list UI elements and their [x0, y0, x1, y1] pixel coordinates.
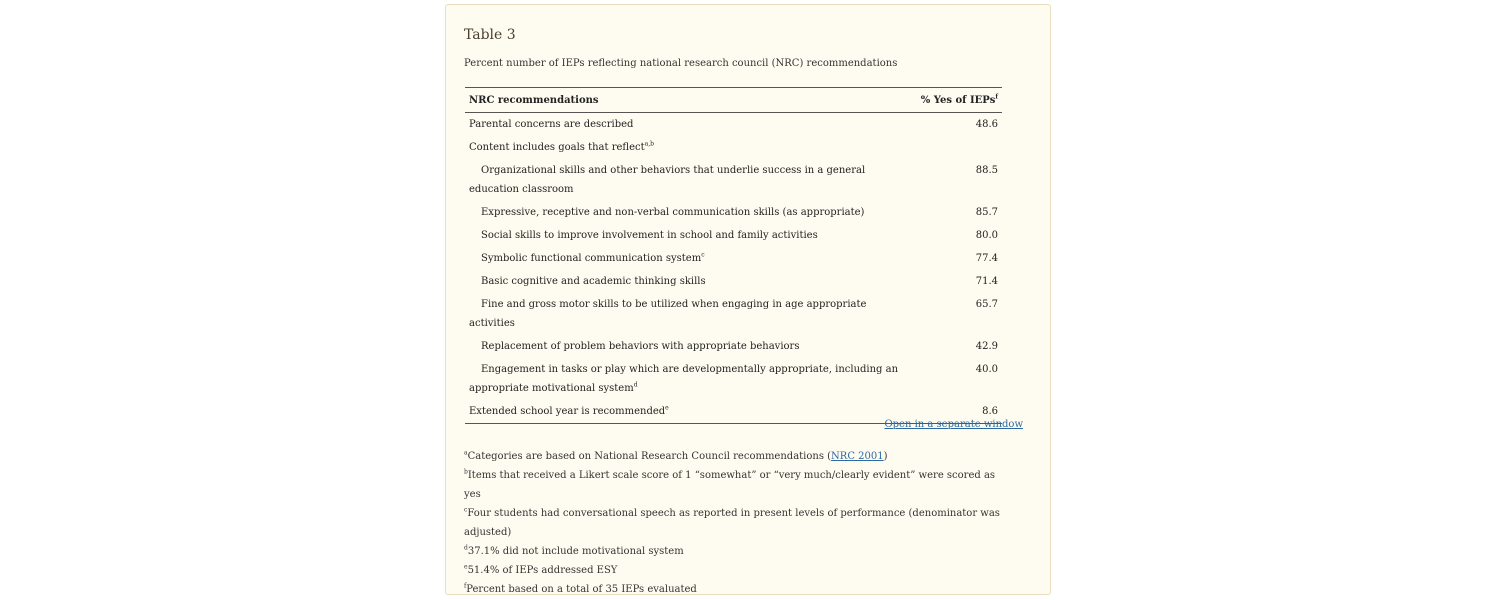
footnote-text: 51.4% of IEPs addressed ESY [467, 565, 618, 576]
footnote-mark: c [464, 506, 468, 514]
row-value: 80.0 [975, 230, 998, 241]
table-caption: Percent number of IEPs reflecting national research council (NRC) recommendations [464, 58, 898, 69]
row-label-text: Extended school year is recommended [469, 406, 666, 417]
row-value: 48.6 [975, 119, 998, 130]
table-row [465, 358, 1002, 400]
row-label [465, 201, 904, 224]
footnote [464, 561, 1004, 580]
row-label [465, 400, 904, 424]
row-value: 88.5 [975, 165, 998, 176]
footnote [464, 466, 1004, 504]
footnote [464, 504, 1004, 542]
footnote [464, 447, 1004, 466]
row-value: 8.6 [904, 400, 1002, 424]
footnote [464, 580, 1004, 599]
footnote-mark: f [464, 582, 467, 590]
table-panel [445, 4, 1051, 595]
column-header-recommendations: NRC recommendations [465, 88, 904, 113]
table-row [465, 293, 1002, 335]
footnote-mark: b [464, 468, 468, 476]
footnote-text: Four students had conversational speech as reported in present levels of performance (denominator was adjusted) [464, 508, 1000, 538]
column-header-footnote-mark: f [995, 93, 998, 101]
table-title: Table 3 [464, 27, 516, 43]
table-row [465, 224, 1002, 247]
row-value: 71.4 [975, 276, 998, 287]
column-header-percent-label: % Yes of IEPs [920, 94, 996, 106]
row-value: 40.0 [975, 364, 998, 375]
row-value: 77.4 [975, 253, 998, 264]
table-row [465, 136, 1002, 159]
row-label [465, 159, 904, 201]
footnote-text: Percent based on a total of 35 IEPs evaluated [466, 584, 697, 595]
table-row [465, 201, 1002, 224]
footnote-text-after: ) [883, 451, 888, 462]
row-label [465, 113, 904, 137]
row-label [465, 270, 904, 293]
footnote-mark: d [464, 544, 468, 552]
row-label [465, 358, 904, 400]
open-in-separate-window-link[interactable]: Open in a separate window [884, 419, 1023, 430]
table-row [465, 335, 1002, 358]
row-label-text: Parental concerns are described [469, 119, 634, 130]
row-label-text: Symbolic functional communication system [481, 253, 702, 264]
table-row [465, 113, 1002, 137]
row-footnote-mark: d [633, 381, 638, 389]
row-value: 85.7 [975, 207, 998, 218]
footnote [464, 542, 1004, 561]
row-label-text: Organizational skills and other behaviors that underlie success in a general education classroom [469, 165, 866, 195]
table-row [465, 270, 1002, 293]
nrc-2001-reference-link[interactable]: NRC 2001 [831, 451, 884, 462]
footnote-text: Categories are based on National Research Council recommendations ( [467, 451, 832, 462]
row-footnote-mark: a,b [644, 140, 654, 148]
footnote-mark: e [464, 563, 468, 571]
data-table [465, 87, 1002, 424]
row-label-text: Replacement of problem behaviors with appropriate behaviors [481, 341, 800, 352]
table-header-row [465, 88, 1002, 113]
row-value: 42.9 [975, 341, 998, 352]
row-value: 65.7 [975, 299, 998, 310]
footnote-mark: a [464, 449, 468, 457]
row-label [465, 247, 904, 270]
row-label [465, 224, 904, 247]
table-row [465, 247, 1002, 270]
row-label-text: Content includes goals that reflect [469, 142, 645, 153]
row-label [465, 335, 904, 358]
row-label [465, 293, 904, 335]
footnote-text: Items that received a Likert scale score of 1 “somewhat” or “very much/clearly evident” were scored as yes [464, 470, 996, 500]
row-label-text: Fine and gross motor skills to be utilized when engaging in age appropriate activities [469, 299, 867, 329]
row-label-text: Social skills to improve involvement in school and family activities [481, 230, 818, 241]
table-footnotes [464, 447, 1004, 599]
row-label-text: Engagement in tasks or play which are developmentally appropriate, including an appropriate motivational system [469, 364, 899, 394]
footnote-text: 37.1% did not include motivational system [467, 546, 684, 557]
column-header-percent [904, 88, 1002, 113]
row-label [465, 136, 904, 159]
table-row [465, 159, 1002, 201]
row-footnote-mark: e [665, 404, 669, 412]
row-label-text: Basic cognitive and academic thinking skills [481, 276, 706, 287]
row-value [904, 136, 1002, 159]
row-footnote-mark: c [701, 251, 705, 259]
row-label-text: Expressive, receptive and non-verbal communication skills (as appropriate) [481, 207, 865, 218]
